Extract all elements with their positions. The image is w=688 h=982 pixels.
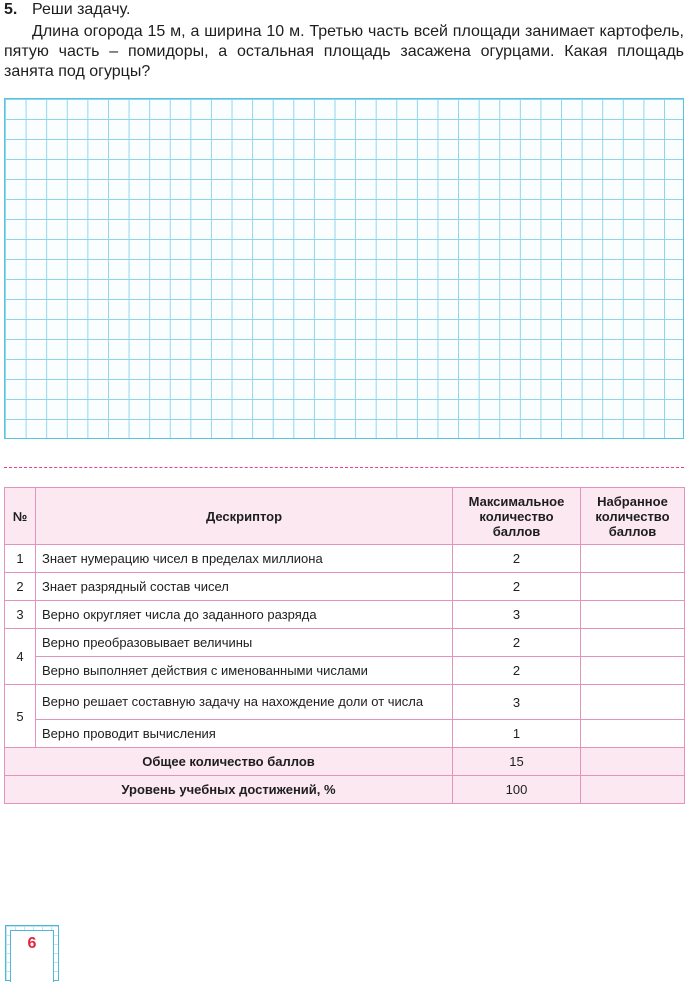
total-earned-cell[interactable]: [581, 748, 685, 776]
row-max-score: 3: [453, 601, 581, 629]
row-earned-cell[interactable]: [581, 573, 685, 601]
level-label: Уровень учебных достижений, %: [5, 776, 453, 804]
row-descriptor: Знает нумерацию чисел в пределах миллиона: [36, 545, 453, 573]
row-earned-cell[interactable]: [581, 545, 685, 573]
total-value: 15: [453, 748, 581, 776]
table-row: [5, 601, 685, 629]
row-earned-cell[interactable]: [581, 685, 685, 720]
table-row: [5, 685, 685, 720]
total-row: [5, 748, 685, 776]
header-earned-score: Набранное количество баллов: [581, 488, 685, 545]
table-header-row: [5, 488, 685, 545]
total-label: Общее количество баллов: [5, 748, 453, 776]
row-descriptor: Верно проводит вычисления: [36, 720, 453, 748]
row-descriptor: Знает разрядный состав чисел: [36, 573, 453, 601]
task-title: Реши задачу.: [32, 1, 131, 18]
level-earned-cell[interactable]: [581, 776, 685, 804]
table-row: [5, 629, 685, 657]
table-row: [5, 720, 685, 748]
answer-grid[interactable]: [4, 98, 684, 439]
row-descriptor: Верно преобразовывает величины: [36, 629, 453, 657]
row-num: 1: [5, 545, 36, 573]
page-number-badge: [5, 925, 59, 981]
dashed-divider: [4, 467, 684, 468]
level-value: 100: [453, 776, 581, 804]
table-row: [5, 573, 685, 601]
task-text: Длина огорода 15 м, а ширина 10 м. Третью часть всей площади занимает картофель, пятую часть – помидоры, а остальная площадь засажена огурцами. Какая площадь занята под огурцы?: [4, 23, 684, 80]
task-block: [4, 0, 684, 82]
row-earned-cell[interactable]: [581, 657, 685, 685]
row-descriptor: Верно выполняет действия с именованными числами: [36, 657, 453, 685]
row-max-score: 1: [453, 720, 581, 748]
row-num: 5: [5, 685, 36, 748]
row-num: 3: [5, 601, 36, 629]
row-num: 4: [5, 629, 36, 685]
header-descriptor: Дескриптор: [36, 488, 453, 545]
row-num: 2: [5, 573, 36, 601]
row-max-score: 2: [453, 629, 581, 657]
row-max-score: 2: [453, 545, 581, 573]
task-number: 5.: [4, 1, 18, 18]
row-max-score: 2: [453, 657, 581, 685]
descriptor-table: [4, 487, 685, 804]
row-descriptor: Верно округляет числа до заданного разряда: [36, 601, 453, 629]
row-descriptor: Верно решает составную задачу на нахождение доли от числа: [36, 685, 453, 720]
row-max-score: 2: [453, 573, 581, 601]
row-max-score: 3: [453, 685, 581, 720]
table-row: [5, 657, 685, 685]
header-max-score: Максимальное количество баллов: [453, 488, 581, 545]
page-number: 6: [10, 930, 54, 982]
row-earned-cell[interactable]: [581, 601, 685, 629]
table-row: [5, 545, 685, 573]
row-earned-cell[interactable]: [581, 720, 685, 748]
header-num: №: [5, 488, 36, 545]
level-row: [5, 776, 685, 804]
row-earned-cell[interactable]: [581, 629, 685, 657]
